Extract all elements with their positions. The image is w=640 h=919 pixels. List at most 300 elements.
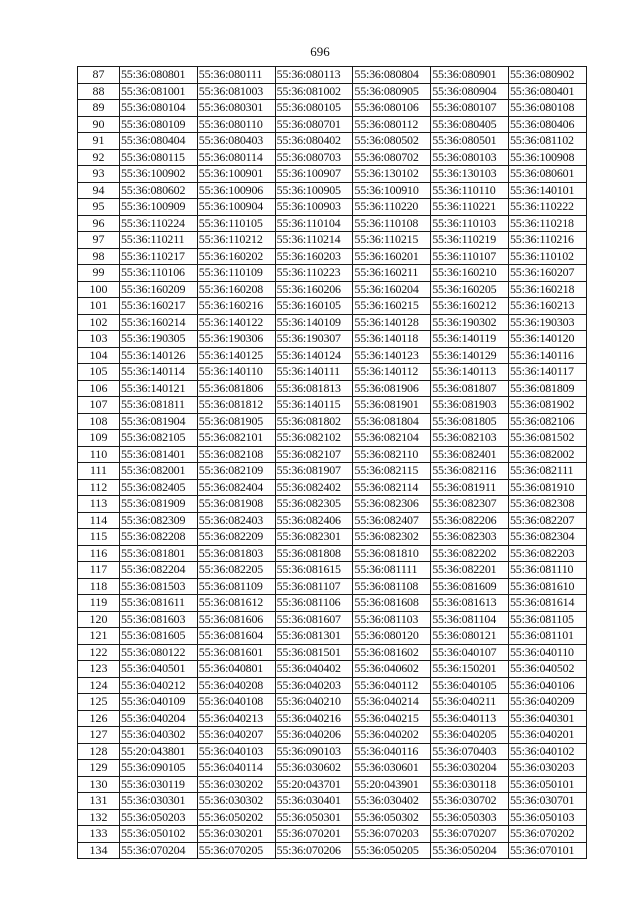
cadastral-number-cell: 55:36:081110 bbox=[508, 562, 586, 579]
table-body bbox=[78, 67, 587, 859]
cadastral-number-cell: 55:36:081503 bbox=[120, 578, 198, 595]
cadastral-number-cell: 55:36:140114 bbox=[120, 364, 198, 381]
cadastral-number-cell: 55:36:040212 bbox=[120, 677, 198, 694]
row-number-cell: 133 bbox=[78, 826, 120, 843]
row-number-cell: 130 bbox=[78, 776, 120, 793]
table-row bbox=[78, 826, 587, 843]
cadastral-number-cell: 55:36:110224 bbox=[120, 215, 198, 232]
cadastral-number-cell: 55:36:082403 bbox=[197, 512, 275, 529]
table-row bbox=[78, 479, 587, 496]
cadastral-number-cell: 55:36:080110 bbox=[197, 116, 275, 133]
cadastral-number-cell: 55:36:082108 bbox=[197, 446, 275, 463]
cadastral-number-cell: 55:36:082106 bbox=[508, 413, 586, 430]
cadastral-number-cell: 55:36:100908 bbox=[508, 149, 586, 166]
table-row bbox=[78, 248, 587, 265]
cadastral-number-cell: 55:36:110109 bbox=[197, 265, 275, 282]
cadastral-number-cell: 55:36:030602 bbox=[275, 760, 353, 777]
cadastral-number-cell: 55:36:081612 bbox=[197, 595, 275, 612]
table-row bbox=[78, 446, 587, 463]
table-row bbox=[78, 298, 587, 315]
cadastral-number-cell: 55:36:160105 bbox=[275, 298, 353, 315]
cadastral-number-cell: 55:36:081905 bbox=[197, 413, 275, 430]
cadastral-number-cell: 55:36:081907 bbox=[275, 463, 353, 480]
cadastral-number-cell: 55:36:040215 bbox=[353, 710, 431, 727]
cadastral-number-cell: 55:36:040107 bbox=[431, 644, 509, 661]
row-number-cell: 97 bbox=[78, 232, 120, 249]
row-number-cell: 115 bbox=[78, 529, 120, 546]
cadastral-number-cell: 55:36:110104 bbox=[275, 215, 353, 232]
cadastral-number-cell: 55:36:040110 bbox=[508, 644, 586, 661]
cadastral-number-cell: 55:36:140129 bbox=[431, 347, 509, 364]
cadastral-number-cell: 55:36:160206 bbox=[275, 281, 353, 298]
cadastral-number-cell: 55:36:030601 bbox=[353, 760, 431, 777]
cadastral-number-cell: 55:36:082203 bbox=[508, 545, 586, 562]
table-row bbox=[78, 232, 587, 249]
cadastral-number-cell: 55:36:160216 bbox=[197, 298, 275, 315]
cadastral-number-cell: 55:36:080112 bbox=[353, 116, 431, 133]
cadastral-number-cell: 55:36:081106 bbox=[275, 595, 353, 612]
table-row bbox=[78, 463, 587, 480]
cadastral-number-cell: 55:36:082002 bbox=[508, 446, 586, 463]
cadastral-number-cell: 55:36:070203 bbox=[353, 826, 431, 843]
cadastral-number-cell: 55:36:081101 bbox=[508, 628, 586, 645]
cadastral-number-cell: 55:36:081811 bbox=[120, 397, 198, 414]
row-number-cell: 113 bbox=[78, 496, 120, 513]
cadastral-number-cell: 55:36:082305 bbox=[275, 496, 353, 513]
cadastral-number-cell: 55:36:140117 bbox=[508, 364, 586, 381]
cadastral-number-cell: 55:36:081806 bbox=[197, 380, 275, 397]
cadastral-number-cell: 55:36:081603 bbox=[120, 611, 198, 628]
cadastral-number-cell: 55:36:080114 bbox=[197, 149, 275, 166]
cadastral-number-cell: 55:36:080107 bbox=[431, 100, 509, 117]
row-number-cell: 108 bbox=[78, 413, 120, 430]
cadastral-number-cell: 55:36:082209 bbox=[197, 529, 275, 546]
cadastral-number-cell: 55:36:110108 bbox=[353, 215, 431, 232]
cadastral-number-cell: 55:36:081804 bbox=[353, 413, 431, 430]
table-row bbox=[78, 677, 587, 694]
cadastral-number-cell: 55:36:030203 bbox=[508, 760, 586, 777]
cadastral-number-cell: 55:36:081601 bbox=[197, 644, 275, 661]
table-row bbox=[78, 628, 587, 645]
cadastral-number-cell: 55:36:040602 bbox=[353, 661, 431, 678]
cadastral-number-cell: 55:36:081801 bbox=[120, 545, 198, 562]
page-number: 696 bbox=[310, 44, 330, 59]
cadastral-number-cell: 55:36:070403 bbox=[431, 743, 509, 760]
cadastral-number-cell: 55:36:040210 bbox=[275, 694, 353, 711]
cadastral-number-cell: 55:36:030702 bbox=[431, 793, 509, 810]
cadastral-number-cell: 55:36:140128 bbox=[353, 314, 431, 331]
table-row bbox=[78, 760, 587, 777]
cadastral-number-cell: 55:36:190303 bbox=[508, 314, 586, 331]
cadastral-number-cell: 55:36:081607 bbox=[275, 611, 353, 628]
cadastral-number-cell: 55:36:040116 bbox=[353, 743, 431, 760]
cadastral-number-cell: 55:36:040208 bbox=[197, 677, 275, 694]
row-number-cell: 134 bbox=[78, 842, 120, 859]
cadastral-number-cell: 55:36:080106 bbox=[353, 100, 431, 117]
cadastral-number-cell: 55:36:090103 bbox=[275, 743, 353, 760]
table-row bbox=[78, 578, 587, 595]
cadastral-numbers-table bbox=[77, 66, 587, 859]
table-row bbox=[78, 199, 587, 216]
cadastral-number-cell: 55:36:110214 bbox=[275, 232, 353, 249]
cadastral-number-cell: 55:36:082001 bbox=[120, 463, 198, 480]
cadastral-number-cell: 55:36:082407 bbox=[353, 512, 431, 529]
row-number-cell: 122 bbox=[78, 644, 120, 661]
cadastral-number-cell: 55:36:110107 bbox=[431, 248, 509, 265]
cadastral-number-cell: 55:36:160204 bbox=[353, 281, 431, 298]
row-number-cell: 125 bbox=[78, 694, 120, 711]
cadastral-number-cell: 55:36:150201 bbox=[431, 661, 509, 678]
cadastral-number-cell: 55:36:070207 bbox=[431, 826, 509, 843]
cadastral-number-cell: 55:36:030202 bbox=[197, 776, 275, 793]
cadastral-number-cell: 55:36:040204 bbox=[120, 710, 198, 727]
cadastral-number-cell: 55:36:082111 bbox=[508, 463, 586, 480]
cadastral-number-cell: 55:36:081001 bbox=[120, 83, 198, 100]
row-number-cell: 121 bbox=[78, 628, 120, 645]
cadastral-number-cell: 55:36:080703 bbox=[275, 149, 353, 166]
cadastral-number-cell: 55:36:070206 bbox=[275, 842, 353, 859]
cadastral-number-cell: 55:36:110216 bbox=[508, 232, 586, 249]
cadastral-number-cell: 55:36:080108 bbox=[508, 100, 586, 117]
cadastral-number-cell: 55:36:040109 bbox=[120, 694, 198, 711]
cadastral-number-cell: 55:36:100904 bbox=[197, 199, 275, 216]
row-number-cell: 120 bbox=[78, 611, 120, 628]
cadastral-number-cell: 55:36:110218 bbox=[508, 215, 586, 232]
cadastral-number-cell: 55:36:140120 bbox=[508, 331, 586, 348]
cadastral-number-cell: 55:36:110222 bbox=[508, 199, 586, 216]
cadastral-number-cell: 55:36:082107 bbox=[275, 446, 353, 463]
cadastral-number-cell: 55:20:043801 bbox=[120, 743, 198, 760]
cadastral-number-cell: 55:36:082404 bbox=[197, 479, 275, 496]
cadastral-number-cell: 55:36:080403 bbox=[197, 133, 275, 150]
cadastral-number-cell: 55:36:030401 bbox=[275, 793, 353, 810]
row-number-cell: 88 bbox=[78, 83, 120, 100]
cadastral-number-cell: 55:36:081604 bbox=[197, 628, 275, 645]
cadastral-number-cell: 55:36:190307 bbox=[275, 331, 353, 348]
table-row bbox=[78, 413, 587, 430]
row-number-cell: 116 bbox=[78, 545, 120, 562]
cadastral-number-cell: 55:36:082101 bbox=[197, 430, 275, 447]
cadastral-number-cell: 55:36:081908 bbox=[197, 496, 275, 513]
cadastral-number-cell: 55:36:082402 bbox=[275, 479, 353, 496]
cadastral-number-cell: 55:36:080104 bbox=[120, 100, 198, 117]
row-number-cell: 107 bbox=[78, 397, 120, 414]
cadastral-number-cell: 55:36:040203 bbox=[275, 677, 353, 694]
table-row bbox=[78, 595, 587, 612]
row-number-cell: 100 bbox=[78, 281, 120, 298]
cadastral-number-cell: 55:36:082304 bbox=[508, 529, 586, 546]
cadastral-number-cell: 55:36:081808 bbox=[275, 545, 353, 562]
cadastral-number-cell: 55:36:080121 bbox=[431, 628, 509, 645]
row-number-cell: 117 bbox=[78, 562, 120, 579]
row-number-cell: 104 bbox=[78, 347, 120, 364]
cadastral-number-cell: 55:36:081502 bbox=[508, 430, 586, 447]
table-row bbox=[78, 133, 587, 150]
cadastral-number-cell: 55:36:081501 bbox=[275, 644, 353, 661]
cadastral-number-cell: 55:36:110219 bbox=[431, 232, 509, 249]
cadastral-number-cell: 55:36:160210 bbox=[431, 265, 509, 282]
cadastral-number-cell: 55:36:081805 bbox=[431, 413, 509, 430]
cadastral-number-cell: 55:36:030701 bbox=[508, 793, 586, 810]
cadastral-number-cell: 55:36:081809 bbox=[508, 380, 586, 397]
cadastral-number-cell: 55:36:081902 bbox=[508, 397, 586, 414]
cadastral-number-cell: 55:36:081609 bbox=[431, 578, 509, 595]
cadastral-number-cell: 55:36:050202 bbox=[197, 809, 275, 826]
row-number-cell: 91 bbox=[78, 133, 120, 150]
cadastral-number-cell: 55:36:082307 bbox=[431, 496, 509, 513]
cadastral-number-cell: 55:36:160212 bbox=[431, 298, 509, 315]
cadastral-number-cell: 55:36:040502 bbox=[508, 661, 586, 678]
cadastral-number-cell: 55:36:140126 bbox=[120, 347, 198, 364]
cadastral-number-cell: 55:36:082401 bbox=[431, 446, 509, 463]
cadastral-number-cell: 55:36:081602 bbox=[353, 644, 431, 661]
table-row bbox=[78, 149, 587, 166]
cadastral-number-cell: 55:36:082201 bbox=[431, 562, 509, 579]
table-row bbox=[78, 710, 587, 727]
cadastral-number-cell: 55:36:081810 bbox=[353, 545, 431, 562]
row-number-cell: 90 bbox=[78, 116, 120, 133]
cadastral-number-cell: 55:36:080113 bbox=[275, 67, 353, 84]
cadastral-number-cell: 55:36:080115 bbox=[120, 149, 198, 166]
cadastral-number-cell: 55:36:082208 bbox=[120, 529, 198, 546]
cadastral-number-cell: 55:36:130103 bbox=[431, 166, 509, 183]
cadastral-number-cell: 55:36:081802 bbox=[275, 413, 353, 430]
cadastral-number-cell: 55:36:040202 bbox=[353, 727, 431, 744]
cadastral-number-cell: 55:36:081608 bbox=[353, 595, 431, 612]
cadastral-number-cell: 55:36:081102 bbox=[508, 133, 586, 150]
cadastral-number-cell: 55:36:140113 bbox=[431, 364, 509, 381]
cadastral-number-cell: 55:36:080109 bbox=[120, 116, 198, 133]
cadastral-number-cell: 55:36:082104 bbox=[353, 430, 431, 447]
cadastral-number-cell: 55:36:080301 bbox=[197, 100, 275, 117]
cadastral-number-cell: 55:36:082301 bbox=[275, 529, 353, 546]
cadastral-number-cell: 55:36:050303 bbox=[431, 809, 509, 826]
cadastral-number-cell: 55:36:040102 bbox=[508, 743, 586, 760]
cadastral-number-cell: 55:36:050204 bbox=[431, 842, 509, 859]
cadastral-number-cell: 55:36:082116 bbox=[431, 463, 509, 480]
table-row bbox=[78, 364, 587, 381]
row-number-cell: 95 bbox=[78, 199, 120, 216]
table-row bbox=[78, 281, 587, 298]
cadastral-number-cell: 55:36:050103 bbox=[508, 809, 586, 826]
cadastral-number-cell: 55:36:100909 bbox=[120, 199, 198, 216]
table-row bbox=[78, 331, 587, 348]
cadastral-number-cell: 55:36:082308 bbox=[508, 496, 586, 513]
cadastral-number-cell: 55:36:081003 bbox=[197, 83, 275, 100]
cadastral-number-cell: 55:36:081910 bbox=[508, 479, 586, 496]
cadastral-number-cell: 55:36:140122 bbox=[197, 314, 275, 331]
cadastral-number-cell: 55:36:081611 bbox=[120, 595, 198, 612]
cadastral-number-cell: 55:36:080401 bbox=[508, 83, 586, 100]
cadastral-number-cell: 55:36:080801 bbox=[120, 67, 198, 84]
cadastral-number-cell: 55:36:081103 bbox=[353, 611, 431, 628]
cadastral-number-cell: 55:36:190306 bbox=[197, 331, 275, 348]
cadastral-number-cell: 55:36:081109 bbox=[197, 578, 275, 595]
row-number-cell: 131 bbox=[78, 793, 120, 810]
row-number-cell: 129 bbox=[78, 760, 120, 777]
cadastral-number-cell: 55:36:110215 bbox=[353, 232, 431, 249]
cadastral-number-cell: 55:36:070101 bbox=[508, 842, 586, 859]
cadastral-number-cell: 55:36:050102 bbox=[120, 826, 198, 843]
cadastral-number-cell: 55:36:080105 bbox=[275, 100, 353, 117]
table-row bbox=[78, 347, 587, 364]
cadastral-number-cell: 55:36:100906 bbox=[197, 182, 275, 199]
cadastral-number-cell: 55:36:140123 bbox=[353, 347, 431, 364]
row-number-cell: 89 bbox=[78, 100, 120, 117]
cadastral-number-cell: 55:36:040302 bbox=[120, 727, 198, 744]
cadastral-number-cell: 55:36:081301 bbox=[275, 628, 353, 645]
cadastral-number-cell: 55:36:110220 bbox=[353, 199, 431, 216]
cadastral-number-cell: 55:36:080120 bbox=[353, 628, 431, 645]
cadastral-number-cell: 55:36:160207 bbox=[508, 265, 586, 282]
cadastral-number-cell: 55:36:070202 bbox=[508, 826, 586, 843]
table-row bbox=[78, 809, 587, 826]
cadastral-number-cell: 55:36:140118 bbox=[353, 331, 431, 348]
cadastral-number-cell: 55:36:081108 bbox=[353, 578, 431, 595]
cadastral-number-cell: 55:36:082109 bbox=[197, 463, 275, 480]
cadastral-number-cell: 55:36:140124 bbox=[275, 347, 353, 364]
table-row bbox=[78, 727, 587, 744]
cadastral-number-cell: 55:20:043701 bbox=[275, 776, 353, 793]
cadastral-number-cell: 55:36:081813 bbox=[275, 380, 353, 397]
cadastral-number-cell: 55:36:081911 bbox=[431, 479, 509, 496]
cadastral-number-cell: 55:36:080902 bbox=[508, 67, 586, 84]
row-number-cell: 128 bbox=[78, 743, 120, 760]
row-number-cell: 118 bbox=[78, 578, 120, 595]
cadastral-number-cell: 55:36:070204 bbox=[120, 842, 198, 859]
table-row bbox=[78, 661, 587, 678]
cadastral-number-cell: 55:36:082306 bbox=[353, 496, 431, 513]
cadastral-number-cell: 55:36:030201 bbox=[197, 826, 275, 843]
cadastral-number-cell: 55:36:090105 bbox=[120, 760, 198, 777]
cadastral-number-cell: 55:36:040201 bbox=[508, 727, 586, 744]
cadastral-number-cell: 55:36:050205 bbox=[353, 842, 431, 859]
cadastral-number-cell: 55:36:040205 bbox=[431, 727, 509, 744]
cadastral-number-cell: 55:36:040106 bbox=[508, 677, 586, 694]
cadastral-number-cell: 55:36:080701 bbox=[275, 116, 353, 133]
table-row bbox=[78, 694, 587, 711]
cadastral-number-cell: 55:36:082103 bbox=[431, 430, 509, 447]
cadastral-number-cell: 55:36:140119 bbox=[431, 331, 509, 348]
cadastral-number-cell: 55:36:082105 bbox=[120, 430, 198, 447]
cadastral-number-cell: 55:36:082207 bbox=[508, 512, 586, 529]
row-number-cell: 132 bbox=[78, 809, 120, 826]
row-number-cell: 105 bbox=[78, 364, 120, 381]
cadastral-number-cell: 55:36:082405 bbox=[120, 479, 198, 496]
cadastral-number-cell: 55:36:110212 bbox=[197, 232, 275, 249]
cadastral-number-cell: 55:36:081002 bbox=[275, 83, 353, 100]
cadastral-number-cell: 55:36:040207 bbox=[197, 727, 275, 744]
cadastral-number-cell: 55:36:140101 bbox=[508, 182, 586, 199]
cadastral-number-cell: 55:36:080501 bbox=[431, 133, 509, 150]
cadastral-number-cell: 55:20:043901 bbox=[353, 776, 431, 793]
cadastral-number-cell: 55:36:080904 bbox=[431, 83, 509, 100]
cadastral-number-cell: 55:36:030402 bbox=[353, 793, 431, 810]
row-number-cell: 110 bbox=[78, 446, 120, 463]
cadastral-number-cell: 55:36:110110 bbox=[431, 182, 509, 199]
cadastral-number-cell: 55:36:110102 bbox=[508, 248, 586, 265]
table-row bbox=[78, 562, 587, 579]
row-number-cell: 119 bbox=[78, 595, 120, 612]
cadastral-number-cell: 55:36:110221 bbox=[431, 199, 509, 216]
cadastral-number-cell: 55:36:160203 bbox=[275, 248, 353, 265]
cadastral-number-cell: 55:36:081615 bbox=[275, 562, 353, 579]
cadastral-number-cell: 55:36:081104 bbox=[431, 611, 509, 628]
cadastral-number-cell: 55:36:040801 bbox=[197, 661, 275, 678]
cadastral-number-cell: 55:36:081610 bbox=[508, 578, 586, 595]
cadastral-number-cell: 55:36:080405 bbox=[431, 116, 509, 133]
cadastral-number-cell: 55:36:160208 bbox=[197, 281, 275, 298]
row-number-cell: 112 bbox=[78, 479, 120, 496]
table-row bbox=[78, 496, 587, 513]
row-number-cell: 111 bbox=[78, 463, 120, 480]
table-row bbox=[78, 842, 587, 859]
cadastral-number-cell: 55:36:081812 bbox=[197, 397, 275, 414]
cadastral-number-cell: 55:36:040214 bbox=[353, 694, 431, 711]
cadastral-number-cell: 55:36:081909 bbox=[120, 496, 198, 513]
row-number-cell: 93 bbox=[78, 166, 120, 183]
cadastral-number-cell: 55:36:040209 bbox=[508, 694, 586, 711]
cadastral-number-cell: 55:36:081903 bbox=[431, 397, 509, 414]
table-row bbox=[78, 67, 587, 84]
cadastral-number-cell: 55:36:082205 bbox=[197, 562, 275, 579]
cadastral-number-cell: 55:36:040108 bbox=[197, 694, 275, 711]
cadastral-number-cell: 55:36:140115 bbox=[275, 397, 353, 414]
table-row bbox=[78, 83, 587, 100]
cadastral-number-cell: 55:36:160205 bbox=[431, 281, 509, 298]
cadastral-number-cell: 55:36:110211 bbox=[120, 232, 198, 249]
cadastral-number-cell: 55:36:110106 bbox=[120, 265, 198, 282]
table-row bbox=[78, 793, 587, 810]
table-row bbox=[78, 215, 587, 232]
table-row bbox=[78, 611, 587, 628]
table-row bbox=[78, 545, 587, 562]
row-number-cell: 106 bbox=[78, 380, 120, 397]
cadastral-number-cell: 55:36:100902 bbox=[120, 166, 198, 183]
cadastral-number-cell: 55:36:100905 bbox=[275, 182, 353, 199]
cadastral-number-cell: 55:36:082309 bbox=[120, 512, 198, 529]
cadastral-number-cell: 55:36:082303 bbox=[431, 529, 509, 546]
row-number-cell: 92 bbox=[78, 149, 120, 166]
cadastral-number-cell: 55:36:081606 bbox=[197, 611, 275, 628]
cadastral-number-cell: 55:36:140110 bbox=[197, 364, 275, 381]
cadastral-number-cell: 55:36:080804 bbox=[353, 67, 431, 84]
row-number-cell: 87 bbox=[78, 67, 120, 84]
cadastral-number-cell: 55:36:081614 bbox=[508, 595, 586, 612]
cadastral-number-cell: 55:36:080602 bbox=[120, 182, 198, 199]
cadastral-number-cell: 55:36:160218 bbox=[508, 281, 586, 298]
cadastral-number-cell: 55:36:100907 bbox=[275, 166, 353, 183]
cadastral-number-cell: 55:36:081605 bbox=[120, 628, 198, 645]
cadastral-number-cell: 55:36:081107 bbox=[275, 578, 353, 595]
cadastral-number-cell: 55:36:030204 bbox=[431, 760, 509, 777]
table-row bbox=[78, 314, 587, 331]
cadastral-number-cell: 55:36:100910 bbox=[353, 182, 431, 199]
cadastral-number-cell: 55:36:160202 bbox=[197, 248, 275, 265]
cadastral-number-cell: 55:36:140125 bbox=[197, 347, 275, 364]
cadastral-number-cell: 55:36:190305 bbox=[120, 331, 198, 348]
table-row bbox=[78, 430, 587, 447]
cadastral-number-cell: 55:36:040301 bbox=[508, 710, 586, 727]
table-row bbox=[78, 100, 587, 117]
cadastral-number-cell: 55:36:082302 bbox=[353, 529, 431, 546]
row-number-cell: 114 bbox=[78, 512, 120, 529]
cadastral-number-cell: 55:36:160209 bbox=[120, 281, 198, 298]
cadastral-number-cell: 55:36:080905 bbox=[353, 83, 431, 100]
cadastral-number-cell: 55:36:040501 bbox=[120, 661, 198, 678]
cadastral-number-cell: 55:36:160211 bbox=[353, 265, 431, 282]
cadastral-number-cell: 55:36:080601 bbox=[508, 166, 586, 183]
